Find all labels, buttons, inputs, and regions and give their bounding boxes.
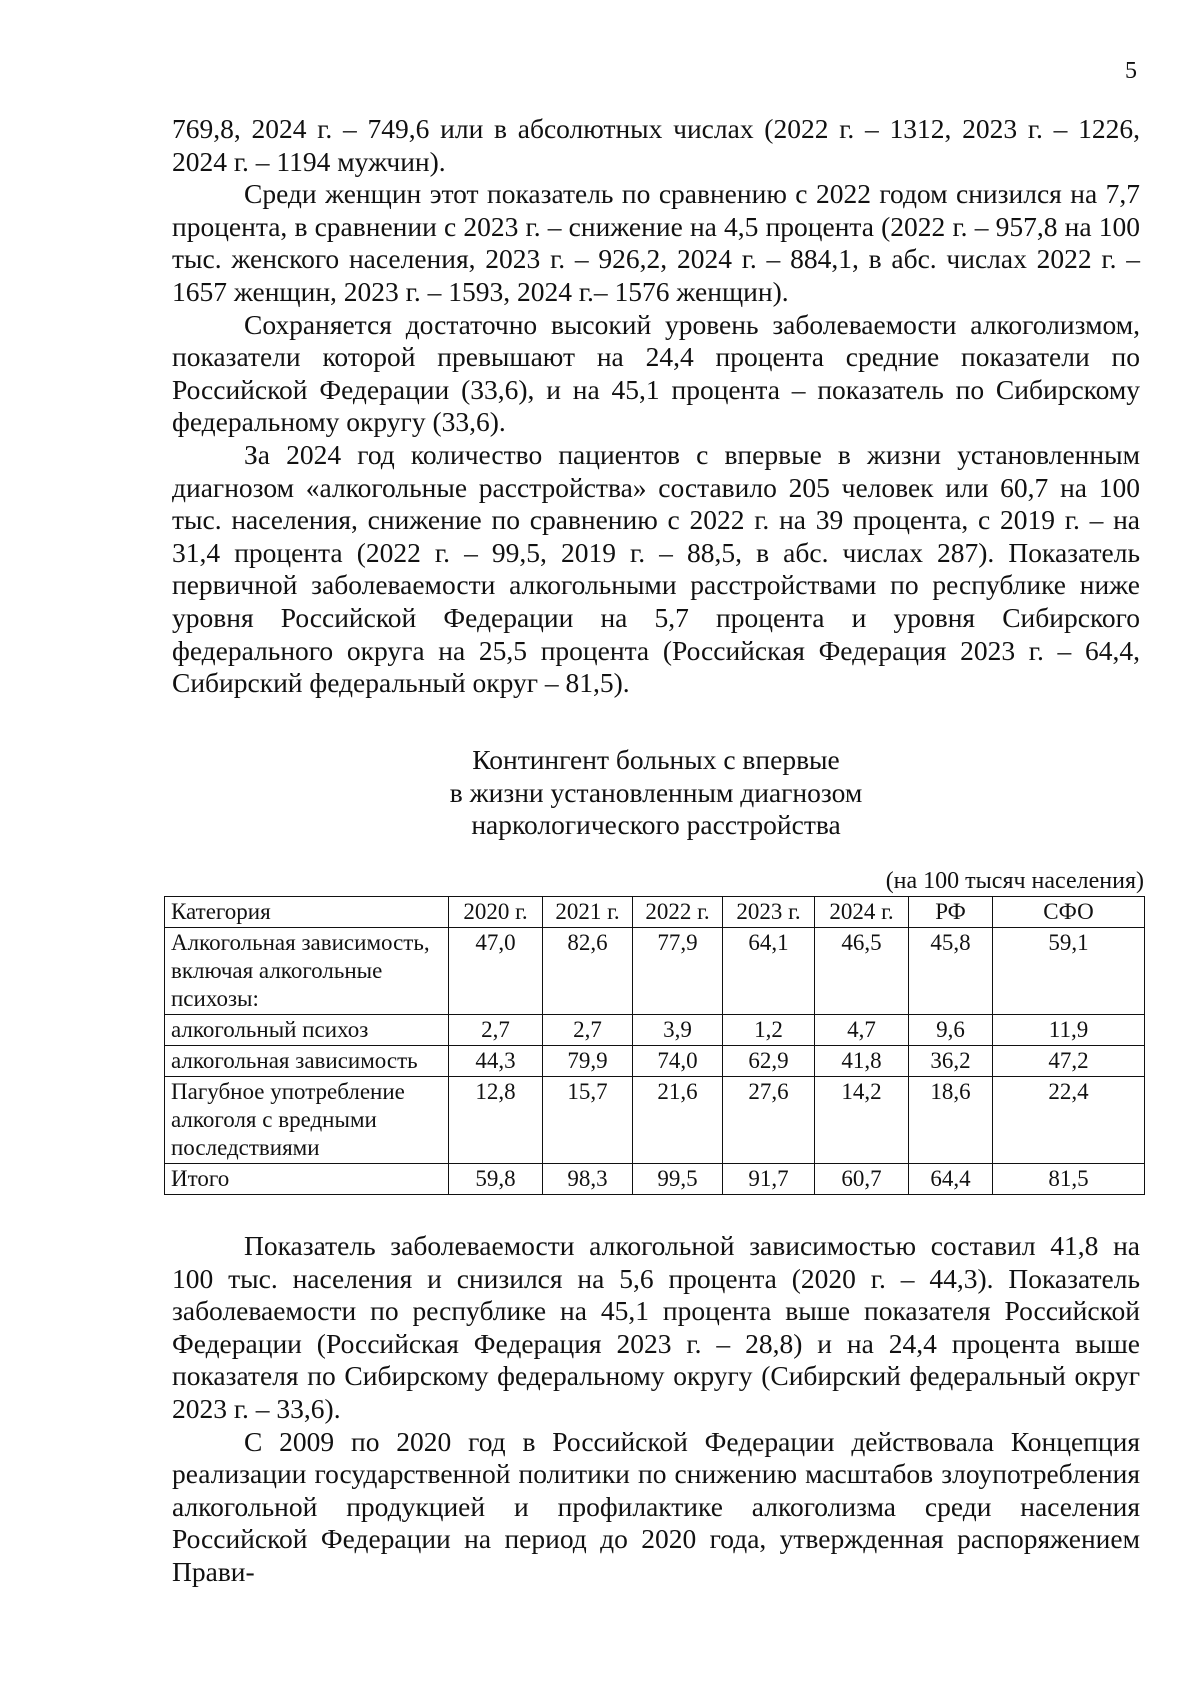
table-row bbox=[165, 1077, 1145, 1164]
category-cell: алкогольный психоз bbox=[165, 1015, 449, 1046]
table-row bbox=[165, 1046, 1145, 1077]
value-cell: 4,7 bbox=[815, 1015, 909, 1046]
value-cell: 15,7 bbox=[543, 1077, 633, 1164]
value-cell: 74,0 bbox=[633, 1046, 723, 1077]
value-cell: 64,4 bbox=[909, 1164, 993, 1195]
column-header: СФО bbox=[993, 897, 1145, 928]
column-header: 2023 г. bbox=[723, 897, 815, 928]
value-cell: 36,2 bbox=[909, 1046, 993, 1077]
value-cell: 81,5 bbox=[993, 1164, 1145, 1195]
incidence-table bbox=[164, 896, 1145, 1195]
table-row bbox=[165, 1015, 1145, 1046]
table-caption-line: Контингент больных с впервые bbox=[472, 744, 840, 775]
column-header: 2021 г. bbox=[543, 897, 633, 928]
column-header: РФ bbox=[909, 897, 993, 928]
value-cell: 45,8 bbox=[909, 928, 993, 1015]
value-cell: 2,7 bbox=[543, 1015, 633, 1046]
value-cell: 11,9 bbox=[993, 1015, 1145, 1046]
value-cell: 47,0 bbox=[449, 928, 543, 1015]
value-cell: 62,9 bbox=[723, 1046, 815, 1077]
value-cell: 21,6 bbox=[633, 1077, 723, 1164]
value-cell: 18,6 bbox=[909, 1077, 993, 1164]
column-header: 2020 г. bbox=[449, 897, 543, 928]
category-cell: алкогольная зависимость bbox=[165, 1046, 449, 1077]
value-cell: 98,3 bbox=[543, 1164, 633, 1195]
value-cell: 77,9 bbox=[633, 928, 723, 1015]
value-cell: 91,7 bbox=[723, 1164, 815, 1195]
table-caption bbox=[172, 744, 1140, 842]
value-cell: 14,2 bbox=[815, 1077, 909, 1164]
paragraph: Сохраняется достаточно высокий уровень заболеваемости алкоголизмом, показатели которой превышают на 24,4 процента средние показатели по Российской Федерации (33,6), и на 45,1 процента – показатель по Сибирскому федеральному округу (33,6). bbox=[172, 308, 1140, 438]
table-unit-note: (на 100 тысяч населения) bbox=[885, 868, 1144, 894]
value-cell: 12,8 bbox=[449, 1077, 543, 1164]
value-cell: 9,6 bbox=[909, 1015, 993, 1046]
paragraph: С 2009 по 2020 год в Российской Федерации действовала Концепция реализации государственной политики по снижению масштабов злоупотребления алкогольной продукцией и профилактике алкоголизма среди населения Российской Федерации на период до 2020 года, утвержденная распоряжением Прави- bbox=[172, 1425, 1140, 1587]
table-row-total bbox=[165, 1164, 1145, 1195]
value-cell: 47,2 bbox=[993, 1046, 1145, 1077]
page-number: 5 bbox=[1125, 58, 1137, 84]
value-cell: 59,1 bbox=[993, 928, 1145, 1015]
table-row bbox=[165, 928, 1145, 1015]
value-cell: 64,1 bbox=[723, 928, 815, 1015]
value-cell: 59,8 bbox=[449, 1164, 543, 1195]
paragraph: Среди женщин этот показатель по сравнению с 2022 годом снизился на 7,7 процента, в сравнении с 2023 г. – снижение на 4,5 процента (2022 г. – 957,8 на 100 тыс. женского населения, 2023 г. – 926,2, 2024 г. – 884,1, в абс. числах 2022 г. – 1657 женщин, 2023 г. – 1593, 2024 г.– 1576 женщин). bbox=[172, 178, 1140, 307]
value-cell: 1,2 bbox=[723, 1015, 815, 1046]
column-header: 2022 г. bbox=[633, 897, 723, 928]
column-header: 2024 г. bbox=[815, 897, 909, 928]
category-cell: Алкогольная зависимость, включая алкогольные психозы: bbox=[165, 928, 449, 1015]
value-cell: 79,9 bbox=[543, 1046, 633, 1077]
category-cell: Итого bbox=[165, 1164, 449, 1195]
value-cell: 22,4 bbox=[993, 1077, 1145, 1164]
column-header: Категория bbox=[165, 897, 449, 928]
value-cell: 2,7 bbox=[449, 1015, 543, 1046]
body-text-top bbox=[172, 113, 1140, 700]
value-cell: 46,5 bbox=[815, 928, 909, 1015]
value-cell: 60,7 bbox=[815, 1164, 909, 1195]
table-header-row bbox=[165, 897, 1145, 928]
body-text-bottom bbox=[172, 1230, 1140, 1589]
table-caption-line: в жизни установленным диагнозом bbox=[449, 776, 863, 808]
paragraph: 769,8, 2024 г. – 749,6 или в абсолютных числах (2022 г. – 1312, 2023 г. – 1226, 2024 г. – 1194 мужчин). bbox=[172, 113, 1140, 177]
value-cell: 99,5 bbox=[633, 1164, 723, 1195]
paragraph: За 2024 год количество пациентов с впервые в жизни установленным диагнозом «алкогольные расстройства» составило 205 человек или 60,7 на 100 тыс. населения, снижение по сравнению с 2022 г. на 39 процента, с 2019 г. – на 31,4 процента (2022 г. – 99,5, 2019 г. – 88,5, в абс. числах 287). Показатель первичной заболеваемости алкогольными расстройствами по республике ниже уровня Российской Федерации на 5,7 процента и уровня Сибирского федерального округа на 25,5 процента (Российская Федерация 2023 г. – 64,4, Сибирский федеральный округ – 81,5). bbox=[172, 438, 1140, 699]
value-cell: 44,3 bbox=[449, 1046, 543, 1077]
value-cell: 27,6 bbox=[723, 1077, 815, 1164]
table-caption-line: наркологического расстройства bbox=[471, 809, 841, 841]
value-cell: 3,9 bbox=[633, 1015, 723, 1046]
paragraph: Показатель заболеваемости алкогольной зависимостью составил 41,8 на 100 тыс. населения и снизился на 5,6 процента (2020 г. – 44,3). Показатель заболеваемости по республике на 45,1 процента выше показателя Российской Федерации (Российская Федерация 2023 г. – 28,8) и на 24,4 процента выше показателя по Сибирскому федеральному округу (Сибирский федеральный округ 2023 г. – 33,6). bbox=[172, 1230, 1140, 1424]
value-cell: 82,6 bbox=[543, 928, 633, 1015]
value-cell: 41,8 bbox=[815, 1046, 909, 1077]
category-cell: Пагубное употребление алкоголя с вредными последствиями bbox=[165, 1077, 449, 1164]
